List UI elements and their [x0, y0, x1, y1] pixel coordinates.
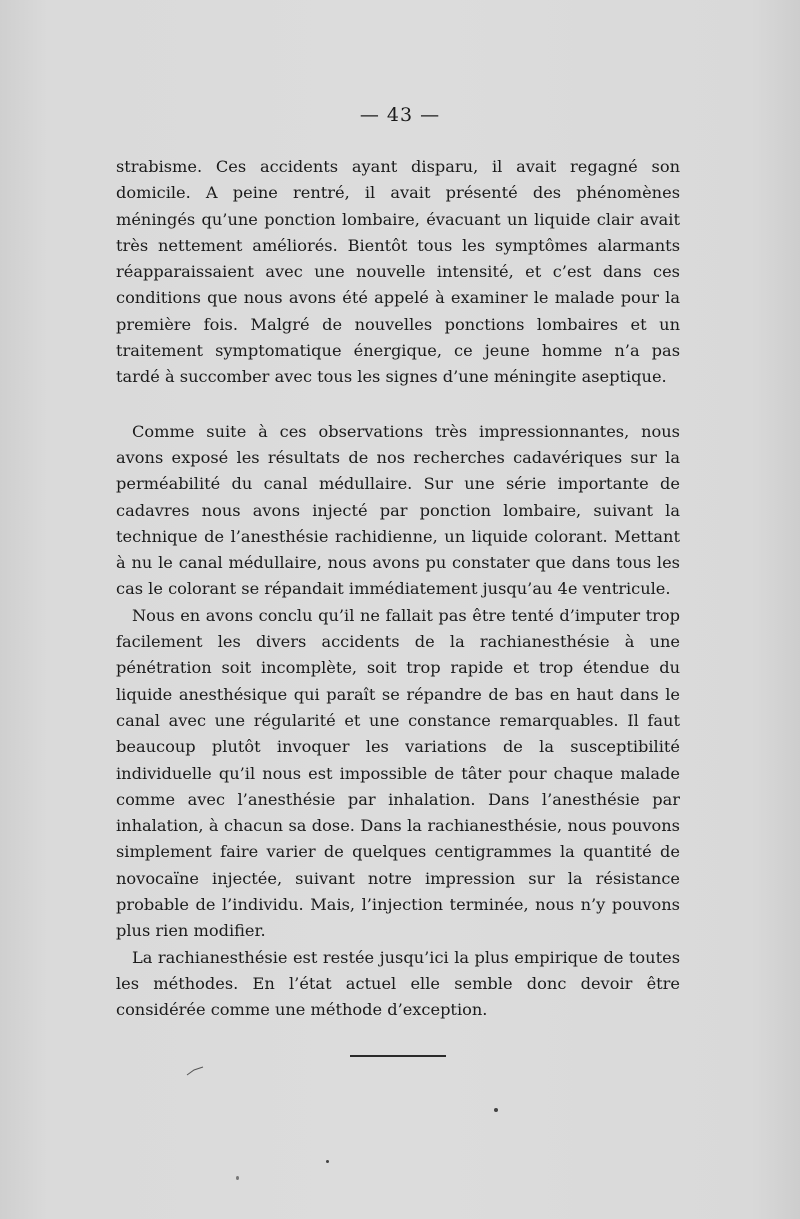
paragraph-1: strabisme. Ces accidents ayant disparu, il avait regagné son domicile. A peine rentré, il avait présenté des phénomènes méningés qu’une ponction lombaire, évacuant un liquide clair avait très nettement améliorés. Bientôt tous les symptômes alarmants réapparaissaient avec une nouvelle intensité, et c’est dans ces conditions que nous avons été appelé à examiner le malade pour la première fois. Malgré de nouvelles ponctions lombaires et un traitement symptomatique énergique, ce jeune homme n’a pas tardé à succomber avec tous les signes d’une méningite aseptique. [116, 157, 680, 387]
end-rule [350, 1055, 446, 1057]
page-number: — 43 — [359, 104, 441, 126]
paragraph-4: La rachianesthésie est restée jusqu’ici la plus empirique de toutes les méthodes. En l’état actuel elle semble donc devoir être considérée comme une méthode d’exception. [116, 947, 680, 1020]
ink-speck [326, 1160, 329, 1163]
pen-stroke-mark [186, 1066, 204, 1076]
ink-speck [236, 1176, 239, 1180]
paragraph-2: Comme suite à ces observations très impressionnantes, nous avons exposé les résultats de nos recherches cadavériques sur la perméabilité du canal médullaire. Sur une série importante de cadavres nous avons injecté par ponction lombaire, suivant la technique de l’anesthésie rachidienne, un liquide colorant. Mettant à nu le canal médullaire, nous avons pu constater que dans tous les cas le colorant se répandait immédiatement jusqu’au 4e ventricule. [116, 421, 680, 599]
ink-speck [494, 1108, 498, 1112]
paragraph-3: Nous en avons conclu qu’il ne fallait pas être tenté d’imputer trop facilement les divers accidents de la rachianesthésie à une pénétration soit incomplète, soit trop rapide et trop étendue du liquide anesthésique qui paraît se répandre de bas en haut dans le canal avec une régularité et une constance remarquables. Il faut beaucoup plutôt invoquer les variations de la susceptibilité individuelle qu’il nous est impossible de tâter pour chaque malade comme avec l’anesthésie par inhalation. Dans l’anesthésie par inhalation, à chacun sa dose. Dans la rachianesthésie, nous pouvons simplement faire varier de quelques centigrammes la quantité de novocaïne injectée, suivant notre impression sur la résistance probable de l’individu. Mais, l’injection terminée, nous n’y pouvons plus rien modifier. [116, 605, 680, 941]
body-text [116, 154, 680, 1024]
